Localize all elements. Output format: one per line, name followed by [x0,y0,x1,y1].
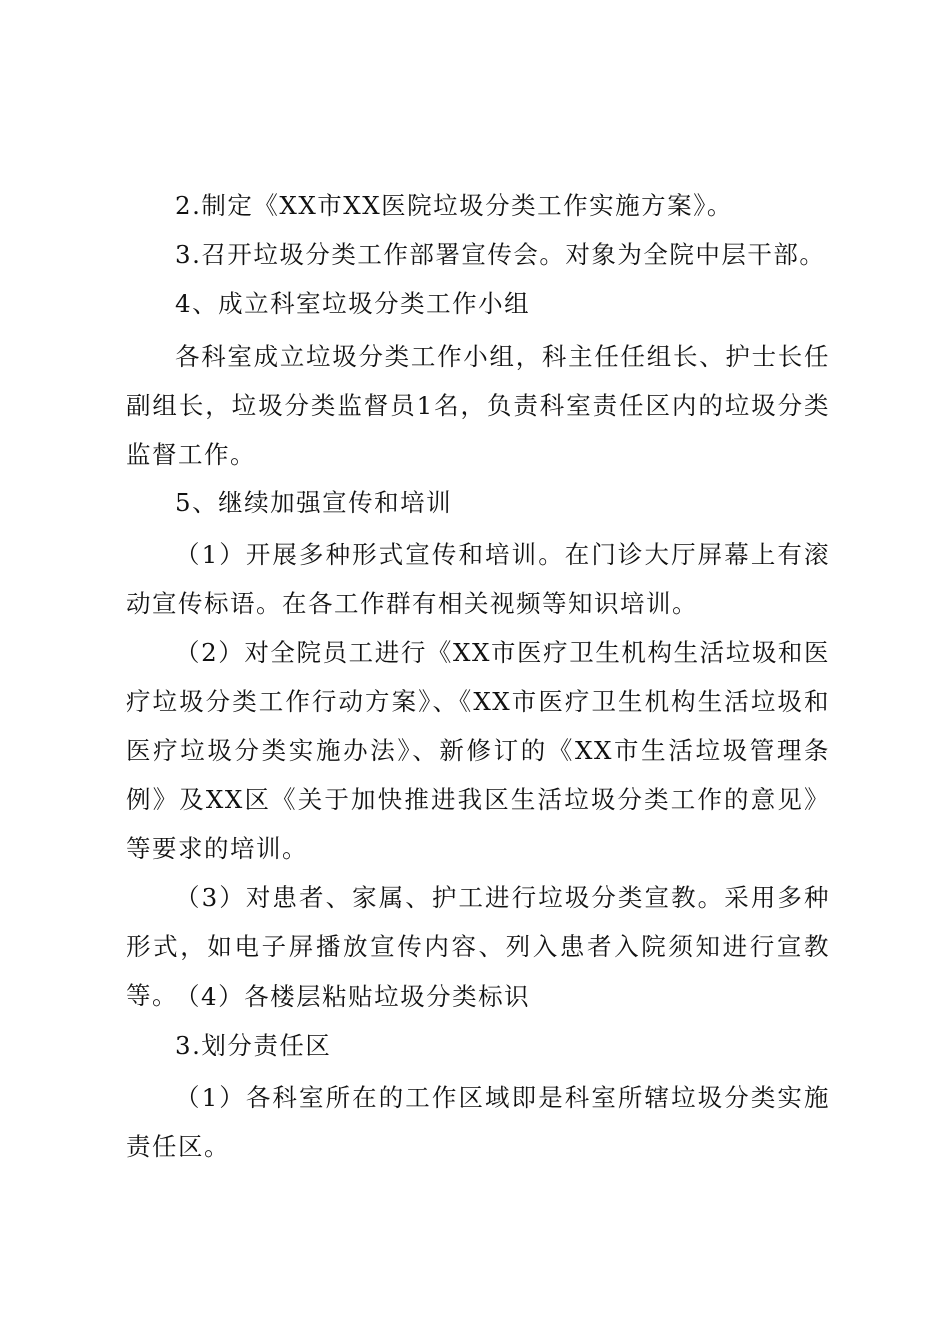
list-item-2: （2）对全院员工进行《XX市医疗卫生机构生活垃圾和医疗垃圾分类工作行动方案》、《XX市医疗卫生机构生活垃圾和医疗垃圾分类实施办法》、新修订的《XX市生活垃圾管理条例》及XX区《关于加快推进我区生活垃圾分类工作的意见》等要求的培训。 [126,638,830,863]
list-item-4: （4）各楼层粘贴垃圾分类标识 [175,982,531,1011]
section-heading-5: 5、继续加强宣传和培训 [175,488,453,517]
list-item-1: （1）开展多种形式宣传和培训。在门诊大厅屏幕上有滚动宣传标语。在各工作群有相关视频等知识培训。 [126,540,830,618]
paragraph-group: 各科室成立垃圾分类工作小组，科主任任组长、护士长任副组长，垃圾分类监督员1名，负责科室责任区内的垃圾分类监督工作。 [126,342,830,469]
section-heading-4: 4、成立科室垃圾分类工作小组 [175,289,531,318]
paragraph-plan: 2.制定《XX市XX医院垃圾分类工作实施方案》。 [175,191,733,220]
list-item-3: （3）对患者、家属、护工进行垃圾分类宣教。采用多种形式，如电子屏播放宣传内容、列入患者入院须知进行宣教等。 [126,883,830,1010]
paragraph-zone-1: （1）各科室所在的工作区域即是科室所辖垃圾分类实施责任区。 [126,1083,830,1161]
paragraph-meeting: 3.召开垃圾分类工作部署宣传会。对象为全院中层干部。 [175,240,826,269]
section-heading-3: 3.划分责任区 [175,1031,332,1060]
